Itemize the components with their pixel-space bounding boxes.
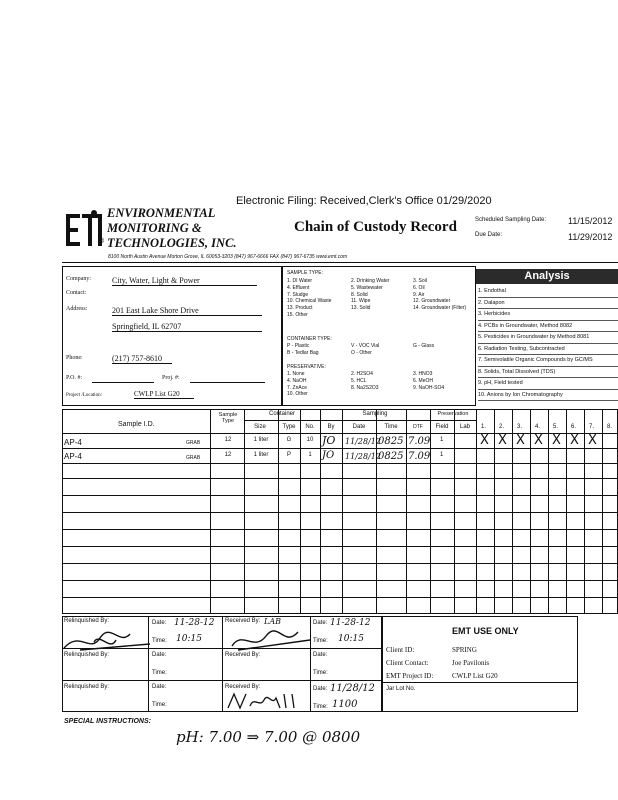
header-container: Container [268,411,295,417]
row1-analysis-mark-2: X [498,433,507,448]
row2-date: 11/28/12 [345,452,381,461]
row1-grab: GRAB [186,440,201,446]
row1-date: 11/28/12 [345,437,381,446]
row1-by: JO [322,434,336,447]
header-sample-type: Sample Type [218,412,238,424]
company-address: 8100 North Austin Avenue Morton Grove, IL 60053-3203 (847) 967-6666 FAX (847) 967-6735 www.emt.com [108,254,348,260]
received-label-2: Received By: [225,652,261,658]
project-label: Project /Location: [66,393,102,398]
received-label-3: Received By: [225,684,261,690]
address-line2: Springfield, IL 62707 [112,322,262,332]
row1-size: 1 liter [253,437,269,443]
row1-field: 1 [440,437,444,443]
row1-analysis-mark-3: X [516,433,525,448]
header-sampling: Sampling [362,411,388,417]
signature-2 [226,626,316,654]
analysis-col-4: 4. [535,424,541,430]
analysis-col-8: 8. [607,424,613,430]
row2-size: 1 liter [253,452,269,458]
date-label-6: Date: [313,686,328,692]
row1-dtf: 7.09 [408,436,431,447]
container-type-list: P - Plastic V - VOC Vial G - Glass B - Tedlar Bag O - Other [287,343,435,356]
time-label-3: Time: [152,670,167,676]
address-line1: 201 East Lake Shore Drive [112,306,262,316]
row1-no: 10 [306,437,314,443]
contact-label: Contact: [66,290,87,296]
due-date-value: 11/29/2012 [568,232,613,242]
header-time: Time [384,424,398,430]
company-label: Company: [66,276,91,282]
form-title: Chain of Custody Record [294,219,457,235]
emt-heading: EMT USE ONLY [452,626,519,636]
client-contact-value: Joe Pavilonis [452,659,490,667]
company-name: ENVIRONMENTAL MONITORING & TECHNOLOGIES, INC. [107,206,237,250]
row2-by: JO [322,450,335,461]
proj-label: Proj. #: [162,375,180,381]
received-value-1: LAB [264,617,281,626]
relinquished-label-2: Relinquished By: [64,652,110,658]
scheduled-date-label: Scheduled Sampling Date: [475,217,547,223]
header-type: Type [282,424,296,430]
row2-time: 0825 [378,451,404,462]
time-label-6: Time: [313,704,328,710]
header-by: By [327,424,335,430]
relinquished-label-3: Relinquished By: [64,684,110,690]
container-type-heading: CONTAINER TYPE: [287,336,332,342]
client-contact-label: Client Contact: [386,659,429,667]
row2-grab: GRAB [186,455,201,461]
header-preservation: Preservation [437,411,469,417]
header-date: Date [352,424,366,430]
row1-analysis-mark-6: X [570,433,579,448]
registered-mark: ® [99,238,105,245]
sample-type-heading: SAMPLE TYPE: [287,270,324,276]
date-label-5: Date: [152,684,167,690]
row1-analysis-mark-5: X [552,433,561,448]
special-instructions-label: SPECIAL INSTRUCTIONS: [64,718,151,725]
preservative-list: 1. None 2. H2SO4 3. HNO3 4. NaOH 5. HCL 6. MeOH 7. ZnAce 8. Na2S2O3 9. NaOH-SO4 10. Other [287,371,445,398]
due-date-label: Due Date: [475,232,503,238]
po-label: P.O. #: [66,375,83,381]
row2-dtf: 7.09 [408,451,431,462]
phone-value: (217) 757-8610 [112,354,172,364]
row1-type: G [286,437,292,443]
analysis-col-1: 1. [481,424,487,430]
row2-sample-id: AP-4 [64,452,82,461]
analysis-col-5: 5. [553,424,559,430]
jar-lot-label: Jar Lot No. [386,686,416,692]
row1-sample-id: AP-4 [64,438,82,447]
header-sample-id: Sample I.D. [118,421,155,428]
time-label-5: Time: [152,702,167,708]
date-value-2: 11-28-12 [330,618,371,628]
row2-field: 1 [440,452,444,458]
row2-sample-type: 12 [224,452,232,458]
date-label-1: Date: [152,620,167,626]
header-size: Size [254,424,266,430]
date-label-3: Date: [152,652,167,658]
emt-project-label: EMT Project ID: [386,672,434,680]
time-value-2: 10:15 [338,634,364,644]
analysis-list: 1. Endothal 2. Dalapon 3. Herbicides 4. PCBs in Groundwater, Method 8082 5. Pesticides in Groundwater by Method 8081 6. Radiation Testing, Subcontracted 7. Semivolatile Organic Compounds by GC/MS 8. Solids, Total Dissolved (TDS) 9. pH, Field tested 10. Anions by Ion Chromatography [478,286,618,401]
analysis-heading: Analysis [476,269,618,284]
signature-3 [224,690,310,712]
project-value: CWLP List G20 [134,390,194,399]
sample-type-list: 1. DI Water 2. Drinking Water 3. Soil 4. Effluent 5. Wastewater 6. Oil 7. Sludge 8. Solid 9. Air 10. Chemical Waste 11. Wipe 12. Groundwater 13. Product 13. Solid 14. Groundwater (Filter) 15. Other [287,278,467,318]
date-label-2: Date: [313,620,328,626]
special-instructions-note: pH: 7.00 ⇒ 7.00 @ 0800 [176,728,361,746]
phone-label: Phone: [66,355,83,361]
analysis-col-6: 6. [571,424,577,430]
row1-sample-type: 12 [224,437,232,443]
header-no: No. [305,424,315,430]
client-id-value: SPRING [452,646,477,654]
date-value-6: 11/28/12 [330,683,375,694]
client-id-label: Client ID: [386,646,415,654]
header-lab: Lab [459,424,470,430]
row2-no: 1 [308,452,312,458]
emt-project-value: CWLP List G20 [452,672,498,680]
header-field: Field [435,424,449,430]
analysis-col-7: 7. [589,424,595,430]
time-value-1: 10:15 [176,634,202,644]
time-value-6: 1100 [332,699,358,710]
time-label-4: Time: [313,670,328,676]
scheduled-date-value: 11/15/2012 [568,216,613,226]
header-dtf: DTF [413,424,423,430]
emt-logo-icon [62,208,106,252]
filing-stamp: Electronic Filing: Received,Clerk's Office 01/29/2020 [236,195,492,207]
received-label-1: Received By: [225,618,261,624]
address-label: Address: [66,306,88,312]
client-info-box [62,266,282,406]
analysis-col-3: 3. [517,424,523,430]
date-label-4: Date: [313,652,328,658]
date-value-1: 11-28-12 [174,618,215,628]
row1-analysis-mark-4: X [534,433,543,448]
time-label-1: Time: [152,638,167,644]
time-label-2: Time: [313,638,328,644]
row2-type: P [286,452,291,458]
row1-analysis-mark-7: X [588,433,597,448]
row1-time: 0825 [378,436,404,447]
preservative-heading: PRESERVATIVE: [287,364,326,370]
row1-analysis-mark-1: X [480,433,489,448]
analysis-col-2: 2. [499,424,505,430]
company-value: City, Water, Light & Power [112,276,257,286]
relinquished-label-1: Relinquished By: [64,618,110,624]
